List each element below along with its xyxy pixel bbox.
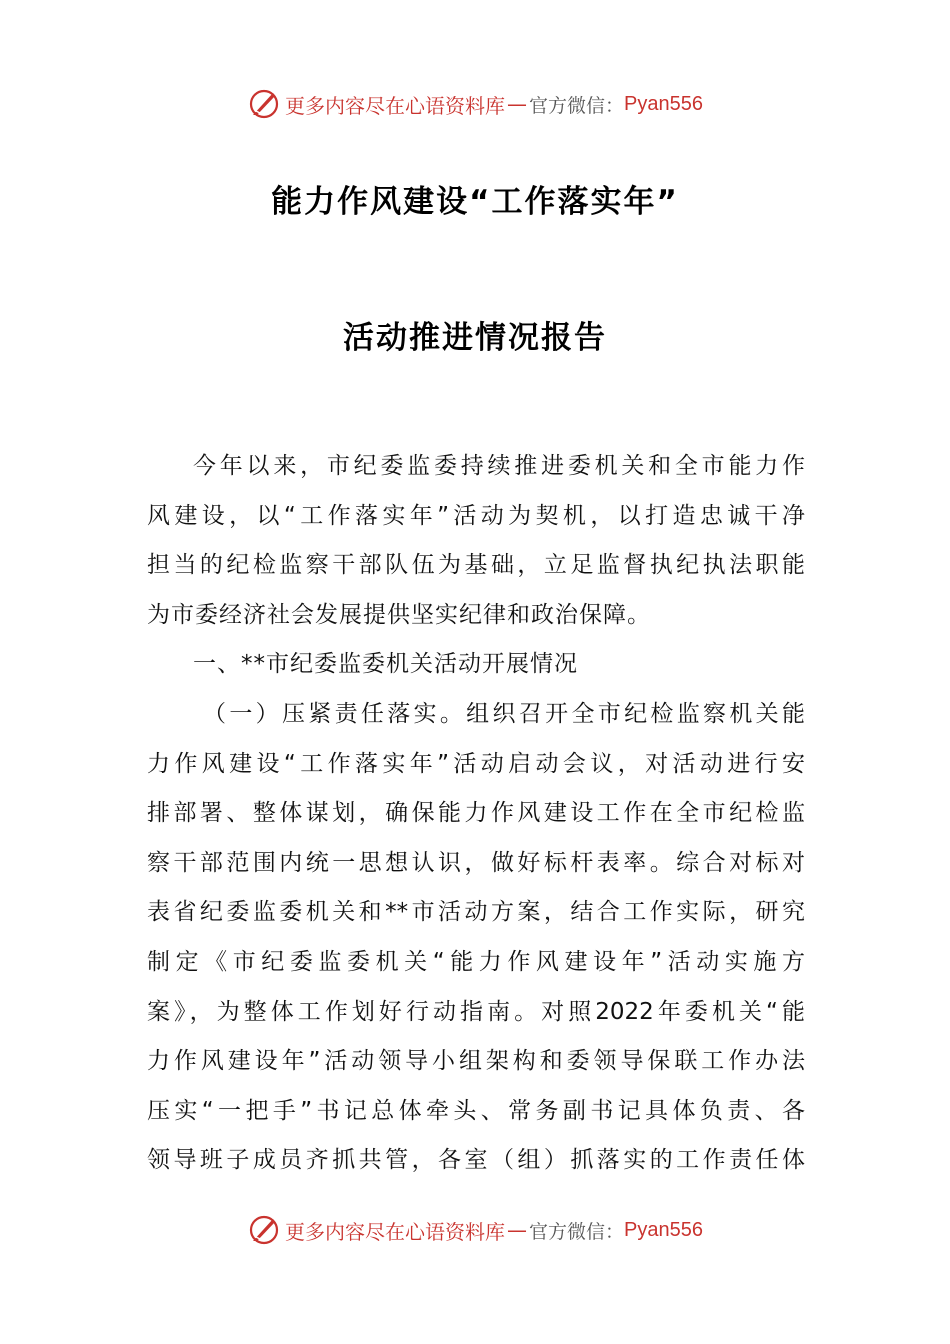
text-line: 制定《市纪委监委机关“能力作风建设年”活动实施方 [147,948,805,975]
text-line: 领导班子成员齐抓共管，各室（组）抓落实的工作责任体 [147,1147,805,1174]
text-line: （一）压紧责任落实。组织召开全市纪检监察机关能 [203,700,805,727]
banner-wechat-id: Pyan556 [624,92,703,115]
text-line: 察干部范围内统一思想认识，做好标杆表率。综合对标对 [147,849,805,876]
text-line: 排部署、整体谋划，确保能力作风建设工作在全市纪检监 [147,800,805,827]
banner-wechat-label: 官方微信： [529,94,625,117]
text-line: 表省纪委监委机关和**市活动方案，结合工作实际，研究 [147,899,805,926]
text-line: 案》，为整体工作划好行动指南。对照2022年委机关“能 [147,998,805,1025]
banner-dash: — [507,92,527,116]
text-line: 一、**市纪委监委机关活动开展情况 [193,651,578,678]
banner-dash: — [507,1218,527,1242]
document-title-line1: 能力作风建设“工作落实年” [271,184,679,220]
banner-wechat-id: Pyan556 [624,1218,703,1241]
text-line: 压实“一把手”书记总体牵头、常务副书记具体负责、各 [147,1097,805,1124]
footer-banner [0,1210,950,1250]
text-line: 力作风建设“工作落实年”活动启动会议，对活动进行安 [147,750,805,777]
text-line: 为市委经济社会发展提供坚实纪律和政治保障。 [147,601,651,628]
quill-logo-icon [247,87,281,121]
header-banner [0,84,950,124]
document-title-line2: 活动推进情况报告 [343,320,607,356]
paragraph-responsibility [147,690,805,1186]
text-line: 力作风建设年”活动领导小组架构和委领导保联工作办法 [147,1048,805,1075]
text-line: 担当的纪检监察干部队伍为基础，立足监督执纪执法职能 [147,552,805,579]
paragraph-intro [147,442,805,640]
text-line: 今年以来，市纪委监委持续推进委机关和全市能力作 [193,453,805,479]
banner-brand: 更多内容尽在心语资料库 [285,1219,505,1244]
banner-brand: 更多内容尽在心语资料库 [285,93,505,118]
text-line: 风建设，以“工作落实年”活动为契机，以打造忠诚干净 [147,502,805,529]
section-heading [147,640,805,690]
quill-logo-icon [247,1213,281,1247]
document-body [147,442,805,1186]
banner-wechat-label: 官方微信： [529,1220,625,1243]
